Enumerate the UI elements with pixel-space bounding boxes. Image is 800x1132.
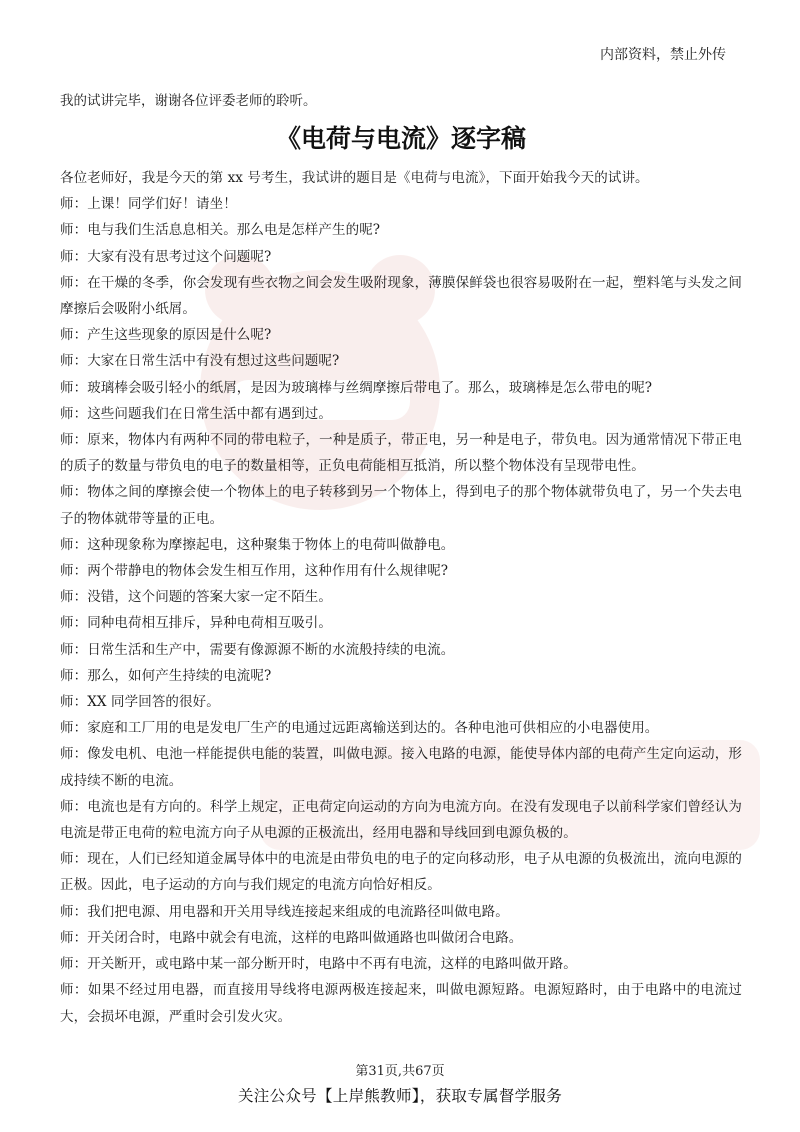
paragraph: 师：电流也是有方向的。科学上规定，正电荷定向运动的方向为电流方向。在没有发现电子以前科学家们曾经认为电流是带正电荷的粒电流方向子从电源的正极流出，经用电器和导线回到电源负极的。 [60, 798, 742, 842]
paragraph: 师：这种现象称为摩擦起电，这种聚集于物体上的电荷叫做静电。 [60, 536, 455, 553]
paragraph: 师：开关断开，或电路中某一部分断开时，电路中不再有电流，这样的电路叫做开路。 [60, 956, 577, 973]
paragraph: 师：电与我们生活息息相关。那么电是怎样产生的呢? [60, 222, 381, 239]
paragraph: 各位老师好，我是今天的第 xx 号考生，我试讲的题目是《电荷与电流》，下面开始我今天的试讲。 [60, 170, 649, 186]
document-body [60, 88, 742, 1030]
paragraph: 师：大家有没有思考过这个问题呢? [60, 248, 272, 265]
paragraph: 师：如果不经过用电器，而直接用导线将电源两极连接起来，叫做电源短路。电源短路时，由于电路中的电流过大，会损坏电源，严重时会引发火灾。 [60, 982, 742, 1025]
paragraph-list [60, 165, 742, 1030]
document-title: 《电荷与电流》逐字稿 [275, 124, 526, 153]
paragraph: 师：日常生活和生产中，需要有像源源不断的水流般持续的电流。 [60, 641, 455, 658]
paragraph: 师：那么，如何产生持续的电流呢? [60, 667, 272, 684]
paragraph: 师：在干燥的冬季，你会发现有些衣物之间会发生吸附现象，薄膜保鲜袋也很容易吸附在一起，塑料笔与头发之间摩擦后会吸附小纸屑。 [60, 274, 742, 318]
previous-closing-line: 我的试讲完毕，谢谢各位评委老师的聆听。 [60, 93, 317, 109]
paragraph: 师：原来，物体内有两种不同的带电粒子，一种是质子，带正电，另一种是电子，带负电。因为通常情况下带正电的质子的数量与带负电的电子的数量相等，正负电荷能相互抵消，所以整个物体没有呈现带电性。 [60, 432, 742, 475]
paragraph: 师：同种电荷相互排斥，异种电荷相互吸引。 [60, 615, 332, 632]
promo-banner: 关注公众号【上岸熊教师】，获取专属督学服务 [237, 1087, 563, 1105]
paragraph: 师：没错，这个问题的答案大家一定不陌生。 [60, 589, 332, 606]
paragraph: 师：我们把电源、用电器和开关用导线连接起来组成的电流路径叫做电路。 [60, 903, 509, 920]
paragraph: 师：上课！同学们好！请坐！ [60, 196, 237, 213]
paragraph: 师：XX 同学回答的很好。 [60, 694, 220, 711]
paragraph: 师：物体之间的摩擦会使一个物体上的电子转移到另一个物体上，得到电子的那个物体就带负电了，另一个失去电子的物体就带等量的正电。 [60, 484, 742, 527]
confidential-note: 内部资料，禁止外传 [600, 47, 726, 63]
paragraph: 师：这些问题我们在日常生活中都有遇到过。 [60, 405, 332, 422]
paragraph: 师：产生这些现象的原因是什么呢? [60, 327, 272, 344]
paragraph: 师：现在，人们已经知道金属导体中的电流是由带负电的电子的定向移动形，电子从电源的负极流出，流向电源的正极。因此，电子运动的方向与我们规定的电流方向恰好相反。 [60, 851, 742, 894]
paragraph: 师：像发电机、电池一样能提供电能的装置，叫做电源。接入电路的电源，能使导体内部的电荷产生定向运动，形成持续不断的电流。 [60, 746, 742, 789]
paragraph: 师：玻璃棒会吸引轻小的纸屑，是因为玻璃棒与丝绸摩擦后带电了。那么，玻璃棒是怎么带电的呢? [60, 379, 653, 396]
page-indicator: 第31页,共67页 [355, 1064, 445, 1079]
paragraph: 师：开关闭合时，电路中就会有电流，这样的电路叫做通路也叫做闭合电路。 [60, 929, 523, 946]
paragraph: 师：家庭和工厂用的电是发电厂生产的电通过远距离输送到达的。各种电池可供相应的小电器使用。 [60, 720, 659, 737]
paragraph: 师：两个带静电的物体会发生相互作用，这种作用有什么规律呢? [60, 563, 449, 580]
paragraph: 师：大家在日常生活中有没有想过这些问题呢? [60, 353, 340, 370]
